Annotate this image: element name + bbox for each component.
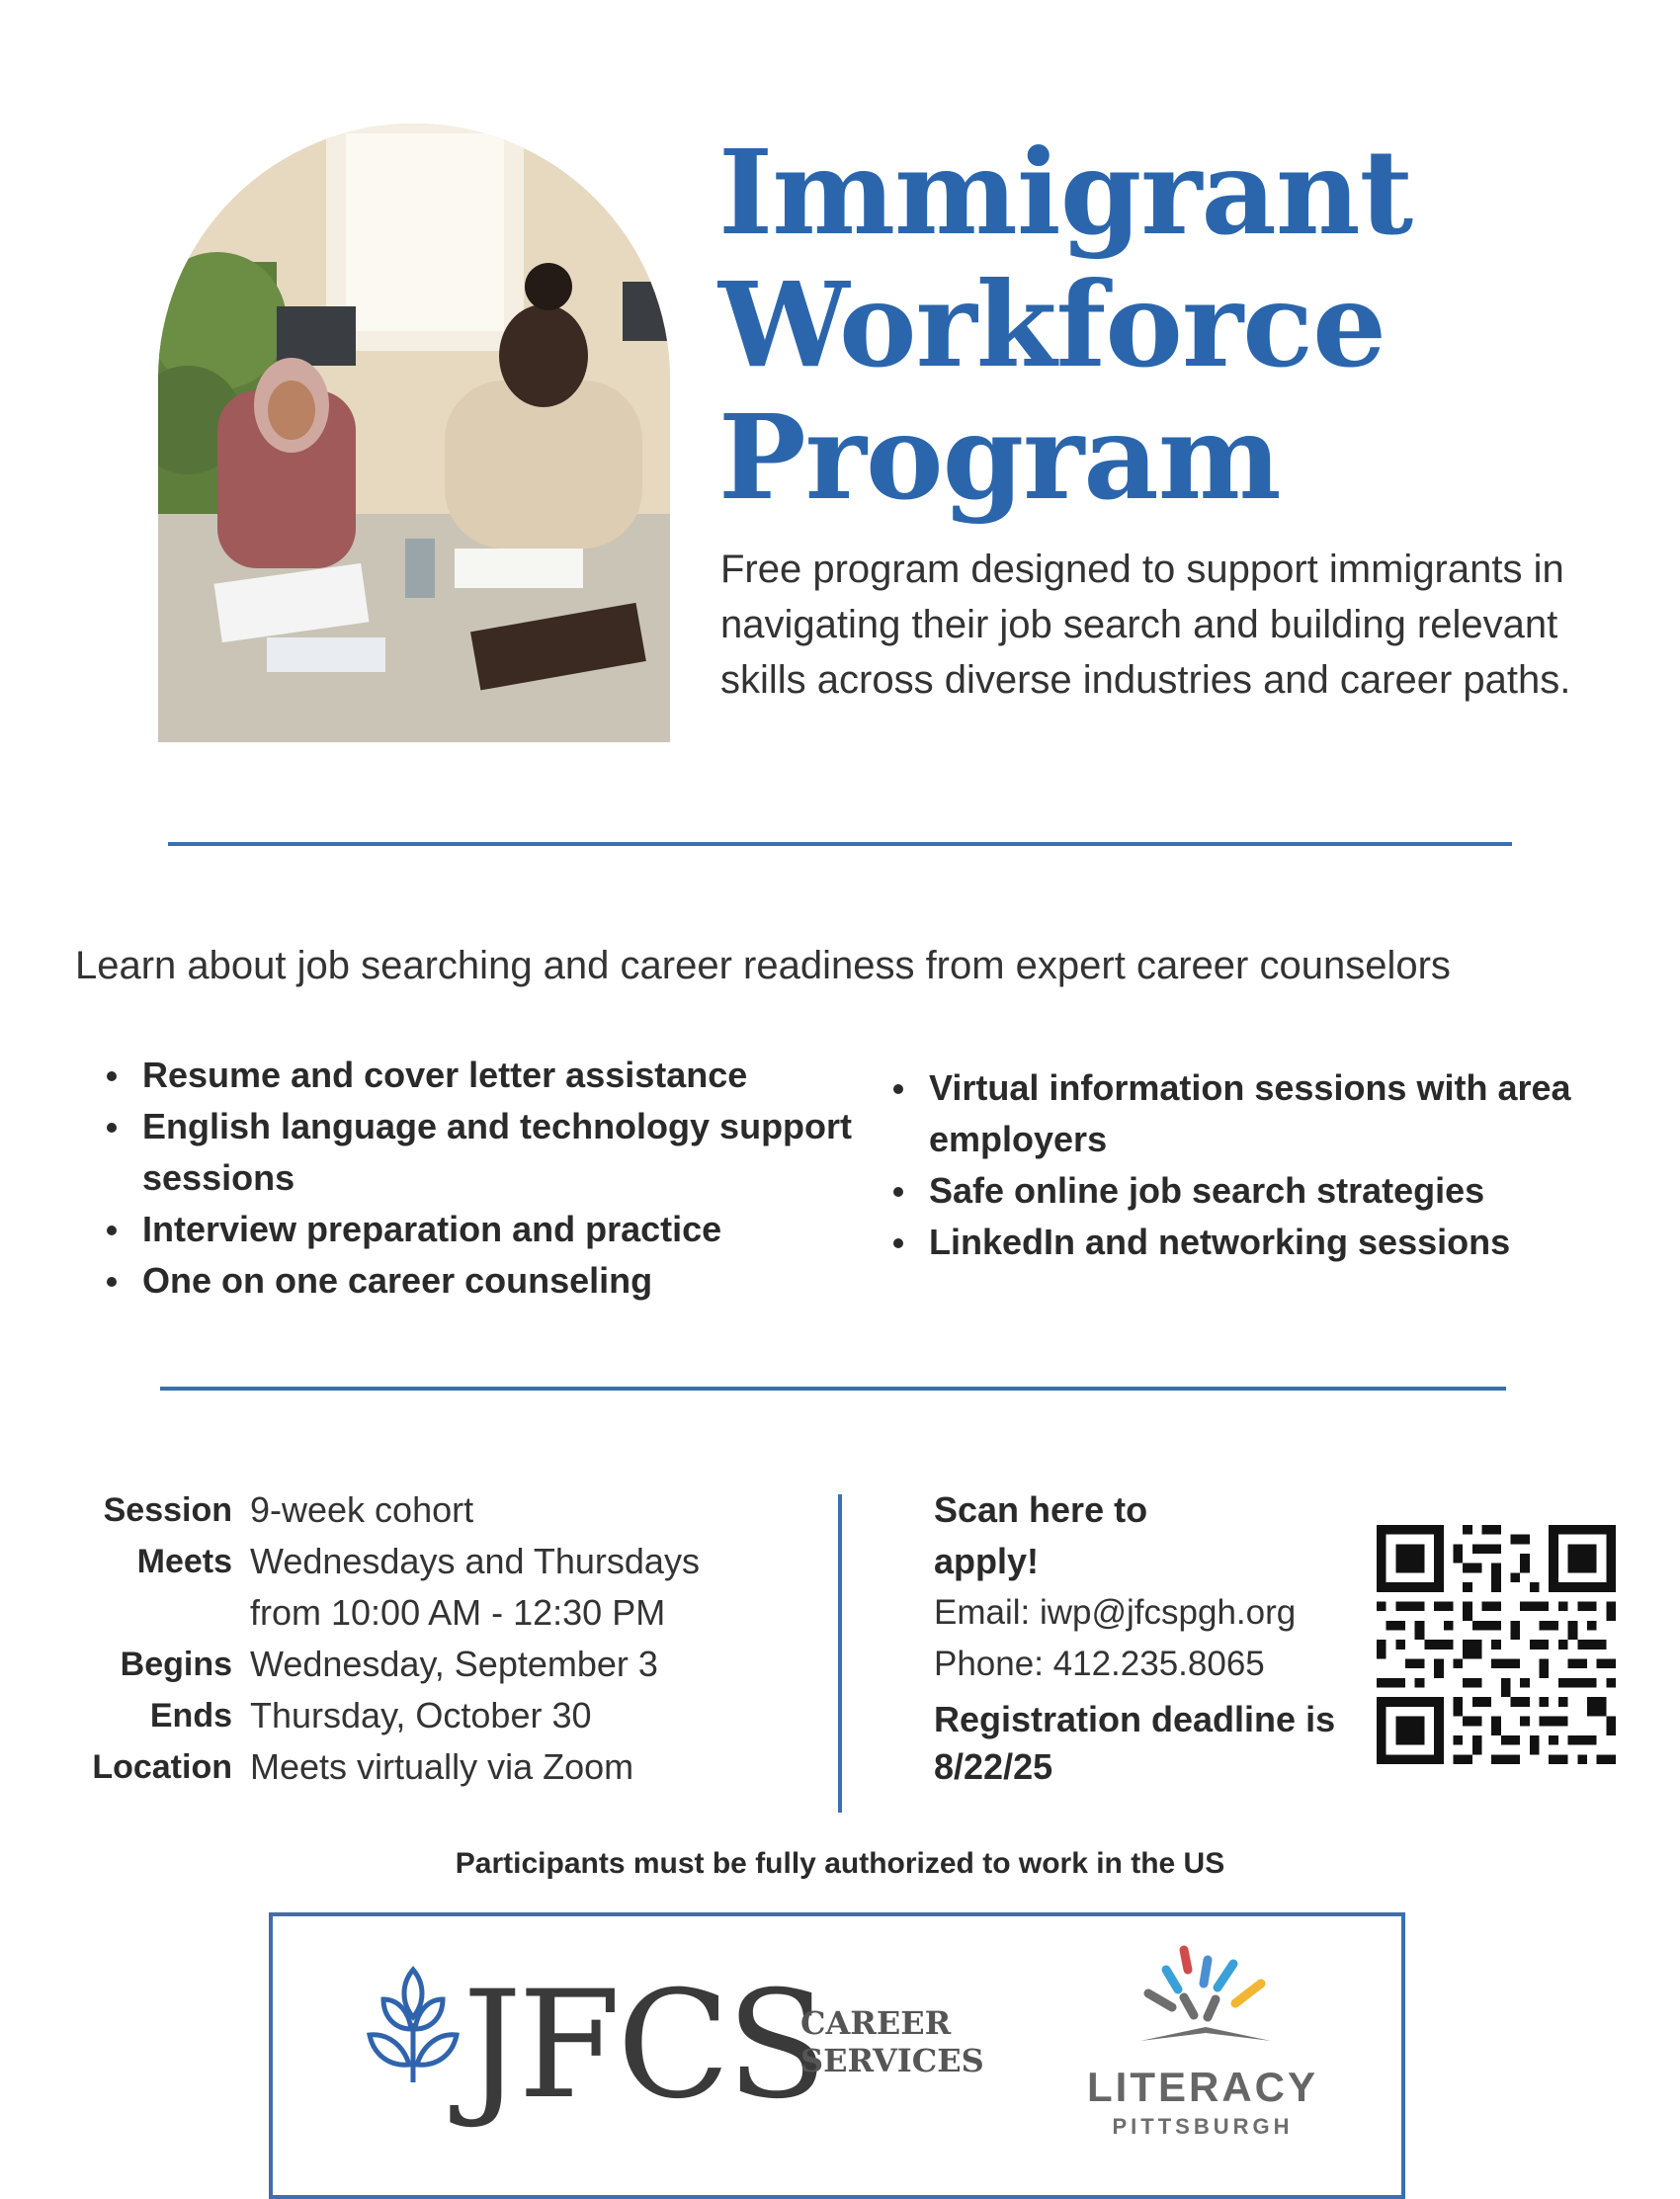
detail-row [59,1536,820,1639]
list-item: Virtual information sessions with area employers [889,1062,1601,1165]
detail-label: Begins [120,1646,232,1683]
detail-label: Location [92,1748,232,1786]
detail-value: Meets virtually via Zoom [250,1746,634,1787]
detail-value: Wednesdays and Thursdays from 10:00 AM - 12:30 PM [250,1541,700,1633]
phone-link[interactable]: Phone: 412.235.8065 [934,1645,1265,1683]
list-item: Interview preparation and practice [103,1204,854,1255]
jfcs-logo-text: JFCS [462,1960,824,2132]
scan-prompt: Scan here to apply! [934,1489,1148,1581]
detail-label: Ends [149,1697,232,1734]
list-item: One on one career counseling [103,1255,854,1307]
contact-info [934,1484,1369,1791]
section-lead: Learn about job searching and career readiness from expert career counselors [75,944,1451,987]
detail-value: 9-week cohort [250,1489,474,1530]
detail-value: Wednesday, September 3 [250,1644,658,1684]
services-list-left [103,1050,854,1307]
list-item: Safe online job search strategies [889,1165,1601,1217]
list-item: LinkedIn and networking sessions [889,1217,1601,1268]
detail-label: Session [103,1491,232,1529]
services-list-right [889,1062,1601,1268]
detail-row [59,1639,820,1690]
program-description: Free program designed to support immigrants in navigating their job search and building relevant skills across diverse industries and career paths. [720,548,1571,702]
email-link[interactable]: Email: iwp@jfcspgh.org [934,1593,1297,1632]
title-line-1: Immigrant [718,124,1413,261]
pittsburgh-logo-text: PITTSBURGH [1112,2114,1294,2139]
classroom-photo [158,124,670,742]
literacy-logo-text: LITERACY [1087,2064,1318,2110]
title-line-2: Workforce [718,256,1386,393]
detail-row [59,1484,820,1536]
eligibility-notice: Participants must be fully authorized to work in the US [455,1847,1225,1880]
literacy-pittsburgh-burst-icon [1127,1942,1285,2061]
detail-value: Thursday, October 30 [250,1695,592,1735]
detail-row [59,1690,820,1741]
list-item: Resume and cover letter assistance [103,1050,854,1101]
title-line-3: Program [718,388,1281,526]
registration-deadline: Registration deadline is 8/22/25 [934,1699,1336,1787]
detail-label: Meets [136,1543,232,1580]
section-divider [160,1387,1506,1391]
list-item: English language and technology support sessions [103,1101,854,1204]
section-divider [168,842,1512,846]
career-services-text: CAREER SERVICES [800,2004,984,2079]
vertical-divider [838,1494,842,1813]
page-title [718,124,1608,526]
detail-row [59,1741,820,1793]
jfcs-leaf-icon [364,1962,462,2090]
qr-code[interactable] [1377,1525,1616,1764]
program-details [59,1484,820,1793]
